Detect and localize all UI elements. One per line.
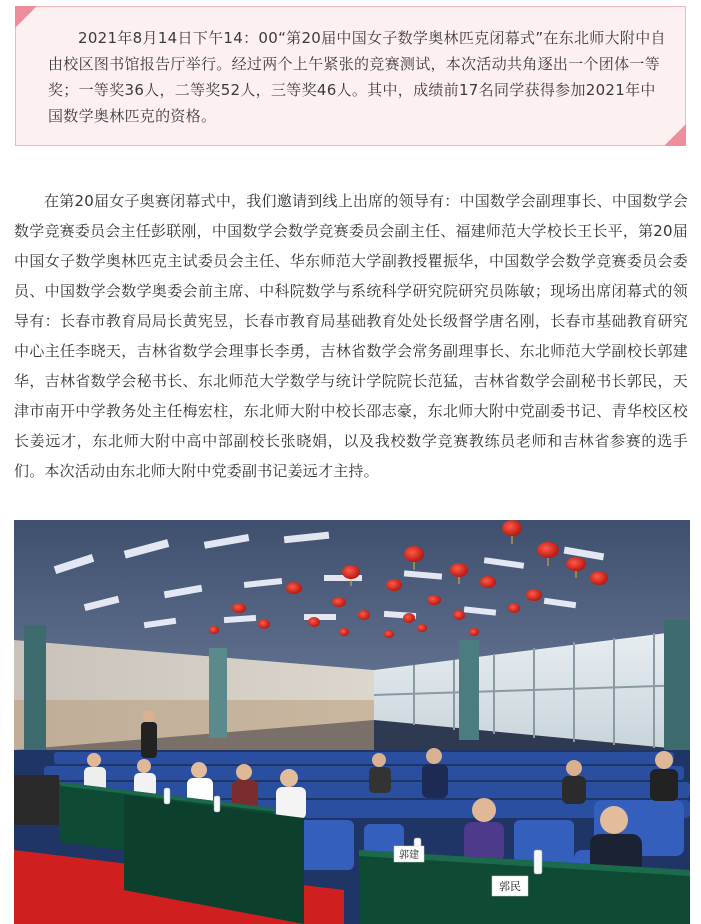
corner-decoration (15, 6, 37, 28)
name-card-text: 郭建 (399, 850, 419, 861)
summary-box (15, 6, 686, 146)
name-card-text: 郭民 (499, 880, 521, 893)
photo-illustration (14, 520, 690, 924)
body-paragraph: 在第20届女子奥赛闭幕式中，我们邀请到线上出席的领导有：中国数学会副理事长、中国数学会数学竞赛委员会主任彭联刚，中国数学会数学竞赛委员会副主任、福建师范大学校长王长平，第20届中国女子数学奥林匹克主试委员会主任、华东师范大学副教授瞿振华，中国数学会数学竞赛委员会委员、中国数学会数学奥委会前主席、中科院数学与系统科学研究院研究员陈敏；现场出席闭幕式的领导有：长春市教育局局长黄宪昱，长春市教育局基础教育处处长级督学唐名刚，长春市基础教育研究中心主任李晓天，吉林省数学会理事长李勇，吉林省数学会常务副理事长、东北师范大学副校长郭建华，吉林省数学会秘书长、东北师范大学数学与统计学院院长范猛，吉林省数学会副秘书长郭民，天津市南开中学教务处主任梅宏柱，东北师大附中校长邵志豪，东北师大附中党副委书记、青华校区校长姜远才，东北师大附中高中部副校长张晓娟，以及我校数学竞赛教练员老师和吉林省参赛的选手们。本次活动由东北师大附中党委副书记姜远才主持。 (14, 192, 688, 480)
summary-text: 2021年8月14日下午14：00“第20届中国女子数学奥林匹克闭幕式”在东北师大附中自由校区图书馆报告厅举行。经过两个上午紧张的竞赛测试，本次活动共角逐出一个团体一等奖；一等奖36人，二等奖52人，三等奖46人。其中，成绩前17名同学获得参加2021年中国数学奥林匹克的资格。 (48, 29, 666, 125)
closing-ceremony-photo (14, 520, 690, 924)
